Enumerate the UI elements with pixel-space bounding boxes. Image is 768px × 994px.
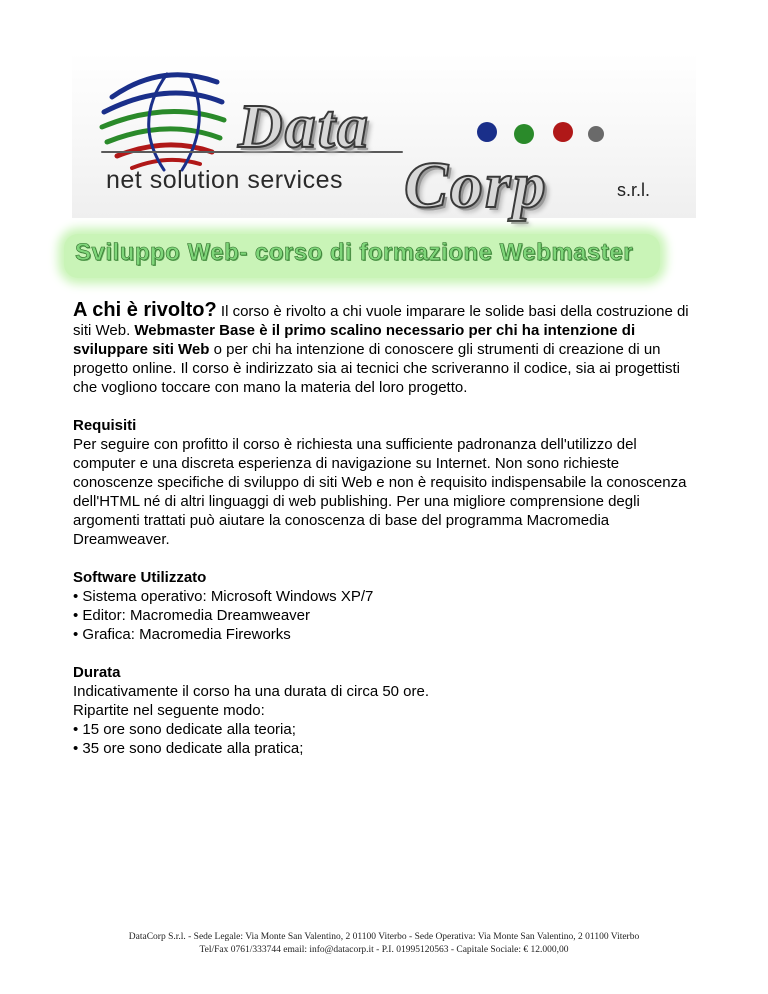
requisiti-section — [73, 416, 696, 549]
durata-section — [73, 663, 696, 758]
software-heading: Software Utilizzato — [73, 569, 207, 586]
logo-suffix: s.r.l. — [617, 180, 651, 200]
list-item: • Grafica: Macromedia Fireworks — [73, 626, 291, 643]
list-item: • Editor: Macromedia Dreamweaver — [73, 607, 310, 624]
list-item: • 15 ore sono dedicate alla teoria; — [73, 721, 296, 738]
logo-word-data: Data — [238, 93, 370, 161]
decorative-dots — [477, 122, 604, 144]
intro-bold: Webmaster Base è il primo scalino necessario per chi ha intenzione di sviluppare siti Web — [73, 322, 636, 358]
intro-heading: A chi è rivolto? — [73, 299, 217, 321]
logo-tagline: net solution services — [106, 166, 344, 194]
footer-line-1: DataCorp S.r.l. - Sede Legale: Via Monte San Valentino, 2 01100 Viterbo - Sede Operativa: Via Monte San Valentino, 2 01100 Viterbo — [128, 932, 640, 942]
intro-text-1: Il corso è rivolto a chi vuole imparare le solide basi della costruzione di siti Web. — [73, 303, 689, 339]
durata-heading: Durata — [73, 664, 121, 681]
logo-word-corp: Corp — [404, 149, 548, 222]
durata-line-1: Indicativamente il corso ha una durata di circa 50 ore. — [73, 683, 430, 700]
company-logo — [72, 52, 696, 222]
requisiti-text: Per seguire con profitto il corso è richiesta una sufficiente padronanza dell'utilizzo del computer e una discreta esperienza di navigazione su Internet. Non sono richieste conoscenze specifiche di sviluppo di siti Web e non è requisito indispensabile la conoscenza dell'HTML né di altri linguaggi di web publishing. Per una migliore comprensione degli argomenti trattati può aiutare la conoscenza di base del programma Macromedia Dreamweaver. — [73, 436, 687, 548]
intro-paragraph — [73, 301, 696, 397]
intro-text-2: o per chi ha intenzione di conoscere gli strumenti di creazione di un progetto online. Il corso è indirizzato sia ai tecnici che scriveranno il codice, sia ai progettisti che vogliono toccare con mano la materia del loro progetto. — [73, 341, 680, 396]
page-title: Sviluppo Web- corso di formazione Webmaster — [75, 239, 634, 266]
document-body — [73, 301, 696, 758]
requisiti-heading: Requisiti — [73, 417, 137, 434]
software-section — [73, 568, 696, 644]
page-footer — [0, 931, 768, 957]
footer-line-2: Tel/Fax 0761/333744 email: info@datacorp.it - P.I. 01995120563 - Capitale Sociale: € 12.000,00 — [199, 945, 569, 955]
list-item: • 35 ore sono dedicate alla pratica; — [73, 740, 304, 757]
durata-line-2: Ripartite nel seguente modo: — [73, 702, 265, 719]
list-item: • Sistema operativo: Microsoft Windows XP/7 — [73, 588, 374, 605]
